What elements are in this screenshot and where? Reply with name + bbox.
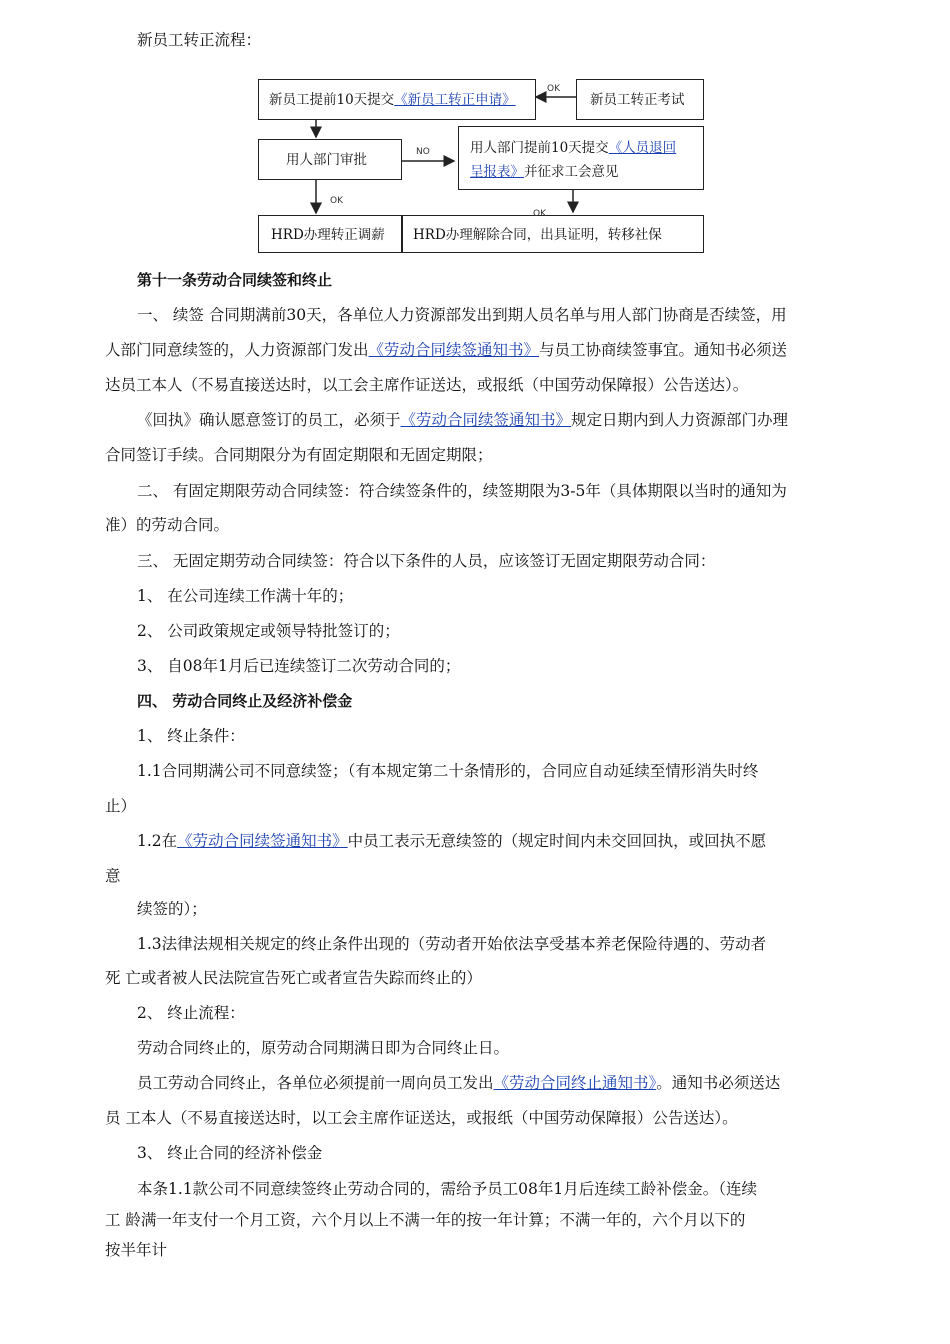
section-termination: 四、 劳动合同终止及经济补偿金 [137, 692, 353, 710]
para-termination-date: 劳动合同终止的，原劳动合同期满日即为合同终止日。 [137, 1039, 510, 1057]
link-renewal-notice-3[interactable]: 《劳动合同续签通知书》 [177, 832, 348, 850]
para-compensation-l3: 按半年计 [105, 1241, 168, 1259]
article-title: 第十一条劳动合同续签和终止 [137, 271, 333, 289]
para-receipt-l2: 合同签订手续。合同期限分为有固定期限和无固定期限； [105, 446, 493, 464]
clause-1-2-l3: 续签的）； [137, 900, 207, 918]
clause-1-1-l1: 1.1合同期满公司不同意续签；（有本规定第二十条情形的，合同应自动延续至情形消失时终 [137, 762, 759, 780]
para-open-term: 三、 无固定期劳动合同续签：符合以下条件的人员，应该签订无固定期限劳动合同： [137, 552, 716, 570]
flow-box-approve: 用人部门审批 [258, 139, 402, 180]
flow-box-apply [258, 79, 536, 120]
flow-box-hrd-regularize: HRD办理转正调薪 [258, 215, 402, 253]
link-personnel-return-form-2[interactable]: 呈报表》 [470, 164, 524, 180]
flow-box-exam: 新员工转正考试 [576, 79, 704, 120]
para-fixed-term-l2: 准）的劳动合同。 [105, 516, 230, 534]
para-renewal-l3: 达员工本人（不易直接送达时，以工会主席作证送达，或报纸（中国劳动保障报）公告送达）。 [105, 376, 749, 394]
text-span: 。通知书必须送达 [656, 1074, 781, 1092]
flow-box-return-text-1: 用人部门提前10天提交 [470, 140, 609, 156]
text-span: 中员工表示无意续签的（规定时间内未交回回执，或回执不愿 [347, 832, 767, 850]
list-item-2: 2、 公司政策规定或领导特批签订的； [137, 622, 400, 640]
flow-heading: 新员工转正流程： [137, 31, 262, 49]
clause-1-1-l2: 止） [105, 797, 137, 815]
text-span: 与员工协商续签事宜。通知书必须送 [539, 341, 788, 359]
clause-1-3-l2: 死 亡或者被人民法院宣告死亡或者宣告失踪而终止的） [105, 969, 482, 987]
text-span: 人部门同意续签的，人力资源部门发出 [105, 341, 369, 359]
text-span: 《回执》确认愿意签订的员工，必须于 [137, 411, 401, 429]
para-renewal-l1: 一、 续签 合同期满前30天，各单位人力资源部发出到期人员名单与用人部门协商是否续签，用 [137, 306, 787, 324]
para-receipt-l1 [137, 410, 892, 430]
flow-label-ok-top: OK [547, 84, 560, 94]
text-span: 规定日期内到人力资源部门办理 [571, 411, 789, 429]
text-span: 员工劳动合同终止，各单位必须提前一周向员工发出 [137, 1074, 494, 1092]
flow-box-hrd-terminate: HRD办理解除合同，出具证明，转移社保 [402, 215, 704, 253]
para-renewal-l2 [105, 340, 860, 360]
flow-label-ok-left: OK [330, 196, 343, 206]
link-renewal-notice-2[interactable]: 《劳动合同续签通知书》 [400, 411, 572, 429]
link-renewal-notice[interactable]: 《劳动合同续签通知书》 [368, 341, 540, 359]
flow-label-ok-right: OK [533, 209, 546, 219]
flow-box-return-text-2: 并征求工会意见 [524, 164, 619, 180]
flow-box-return [458, 126, 704, 190]
list-item-3: 3、 自08年1月后已连续签订二次劳动合同的； [137, 657, 461, 675]
para-compensation-l1: 本条1.1款公司不同意续签终止劳动合同的，需给予员工08年1月后连续工龄补偿金。（连续 [137, 1180, 757, 1198]
link-personnel-return-form[interactable]: 《人员退回 [608, 140, 677, 156]
para-fixed-term-l1: 二、 有固定期限劳动合同续签：符合续签条件的，续签期限为3-5年（具体期限以当时的通知为 [137, 482, 787, 500]
para-compensation-l2: 工 龄满一年支付一个月工资，六个月以上不满一年的按一年计算；不满一年的，六个月以下的 [105, 1211, 746, 1229]
sub-termination-conditions: 1、 终止条件： [137, 727, 245, 745]
list-item-1: 1、 在公司连续工作满十年的； [137, 587, 354, 605]
clause-1-3-l1: 1.3法律法规相关规定的终止条件出现的（劳动者开始依法享受基本养老保险待遇的、劳动者 [137, 935, 767, 953]
clause-1-2-l1 [137, 831, 892, 851]
para-termination-notice-l1 [137, 1073, 892, 1093]
sub-termination-process: 2、 终止流程： [137, 1004, 245, 1022]
link-termination-notice[interactable]: 《劳动合同终止通知书》 [493, 1074, 657, 1092]
clause-1-2-l2: 意 [105, 867, 121, 885]
flow-label-no: NO [416, 147, 430, 157]
flow-box-apply-text: 新员工提前10天提交 [269, 92, 395, 108]
para-termination-notice-l2: 员 工本人（不易直接送达时，以工会主席作证送达，或报纸（中国劳动保障报）公告送达）。 [105, 1109, 738, 1127]
text-span: 1.2在 [137, 832, 178, 850]
sub-compensation: 3、 终止合同的经济补偿金 [137, 1144, 323, 1162]
link-new-employee-application[interactable]: 《新员工转正申请》 [394, 92, 516, 108]
